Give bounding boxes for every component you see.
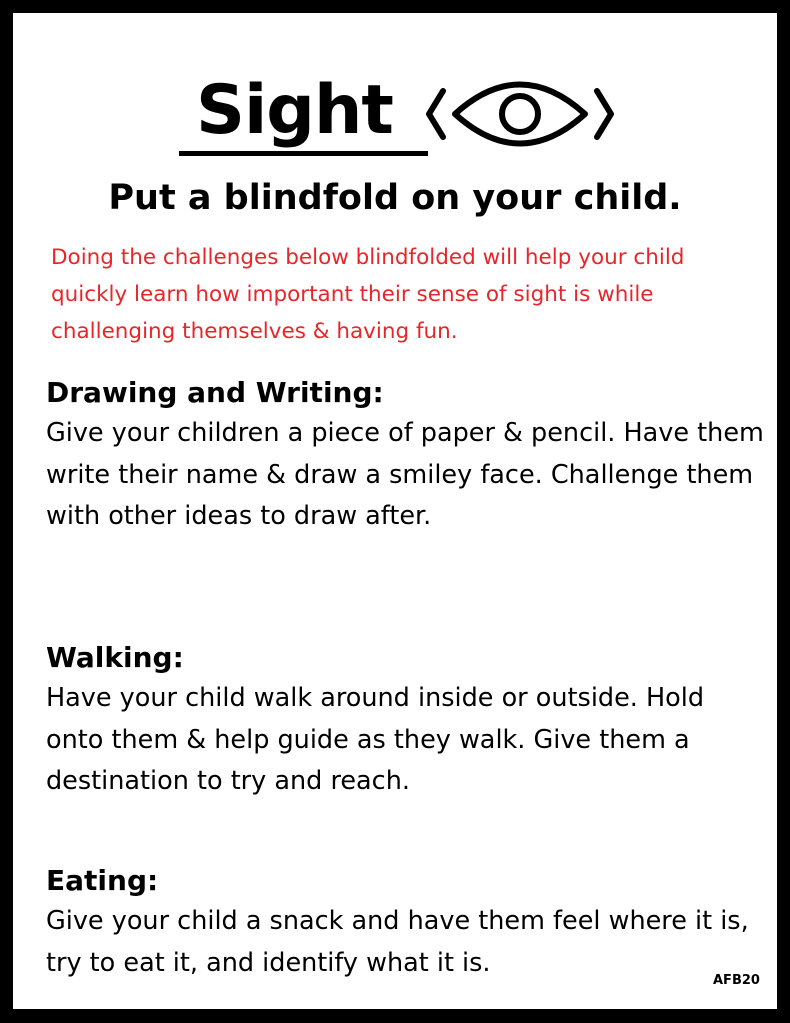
subtitle: Put a blindfold on your child.: [108, 178, 682, 218]
document-code: AFB20: [713, 973, 760, 988]
section-heading: Walking:: [46, 641, 184, 674]
worksheet-page: [13, 13, 777, 1009]
eye-icon: [425, 77, 615, 151]
section-body: Give your child a snack and have them feel where it is, try to eat it, and identify what it is.: [46, 906, 749, 978]
page-title: Sight: [196, 71, 393, 150]
section-eating: [46, 861, 766, 984]
title-underline: [179, 151, 428, 156]
section-walking: [46, 638, 766, 803]
section-body: Have your child walk around inside or outside. Hold onto them & help guide as they walk. Give them a destination to try and reach.: [46, 683, 705, 796]
section-drawing-writing: [46, 373, 766, 538]
section-heading: Eating:: [46, 864, 159, 897]
section-heading: Drawing and Writing:: [46, 376, 384, 409]
intro-text: Doing the challenges below blindfolded will help your child quickly learn how important their sense of sight is while challenging themselves & having fun.: [51, 245, 685, 344]
section-body: Give your children a piece of paper & pencil. Have them write their name & draw a smiley face. Challenge them with other ideas to draw after.: [46, 418, 764, 531]
title-row: [13, 71, 777, 171]
